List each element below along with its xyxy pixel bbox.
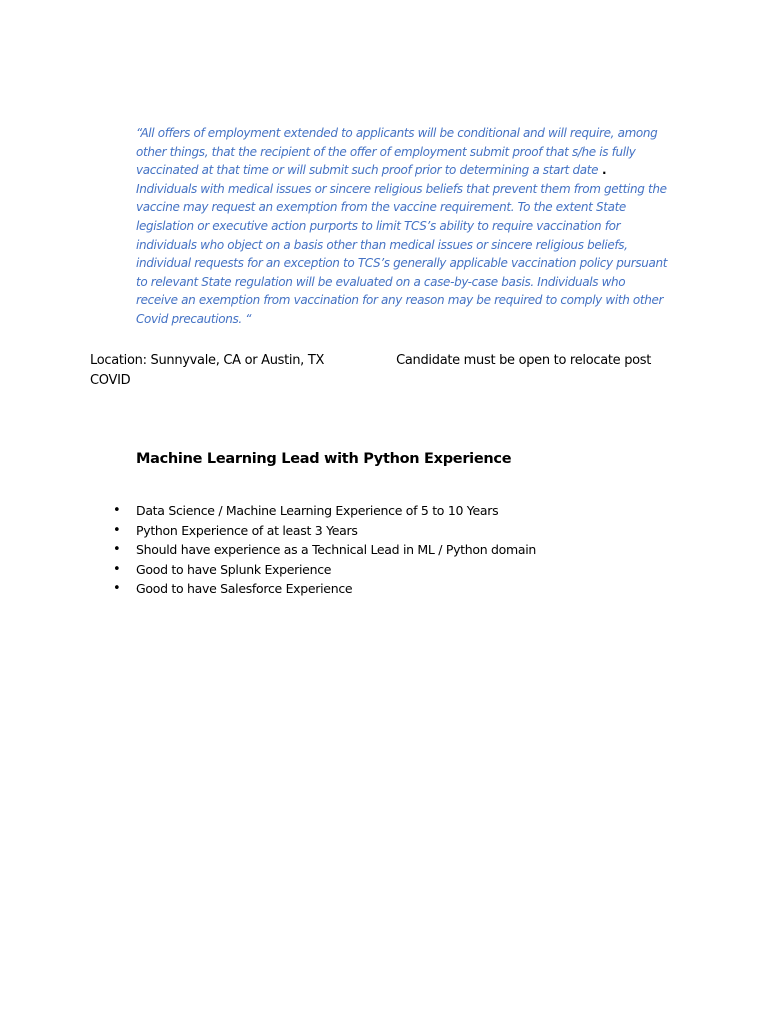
relocation-note: Candidate must be open to relocate post COVID	[90, 353, 652, 388]
requirement-item: • Good to have Salesforce Experience	[136, 579, 536, 599]
quote-text-end: Individuals with medical issues or sincere religious beliefs that prevent them from getting the vaccine may request an exemption from the vaccine requirement. To the extent State legislation or executive action purports to limit TCS’s ability to require vaccination for individuals who object on a basis other than medical issues or sincere religious beliefs, individual requests for an exception to TCS’s generally applicable vaccination policy pursuant to relevant State regulation will be evaluated on a case-by-case basis. Individuals who receive an exemption from vaccination for any reason may be required to comply with other Covid precautions. “	[136, 181, 668, 326]
requirement-item: • Python Experience of at least 3 Years	[136, 521, 536, 541]
requirement-item: • Data Science / Machine Learning Experience of 5 to 10 Years	[136, 501, 536, 521]
quote-text-start: “All offers of employment extended to applicants will be conditional and will require, among other things, that the recipient of the offer of employment submit proof that s/he is fully vaccinated at that time or will submit such proof prior to determining a start date	[136, 126, 658, 178]
vaccination-policy-quote	[136, 124, 670, 329]
quote-period-mark: .	[598, 163, 607, 178]
requirement-item: • Should have experience as a Technical Lead in ML / Python domain	[136, 540, 536, 560]
location-line	[90, 351, 660, 391]
requirements-list	[136, 501, 536, 599]
job-title: Machine Learning Lead with Python Experience	[136, 451, 512, 467]
location-text: Location: Sunnyvale, CA or Austin, TX	[90, 353, 325, 368]
requirement-item: • Good to have Splunk Experience	[136, 560, 536, 580]
